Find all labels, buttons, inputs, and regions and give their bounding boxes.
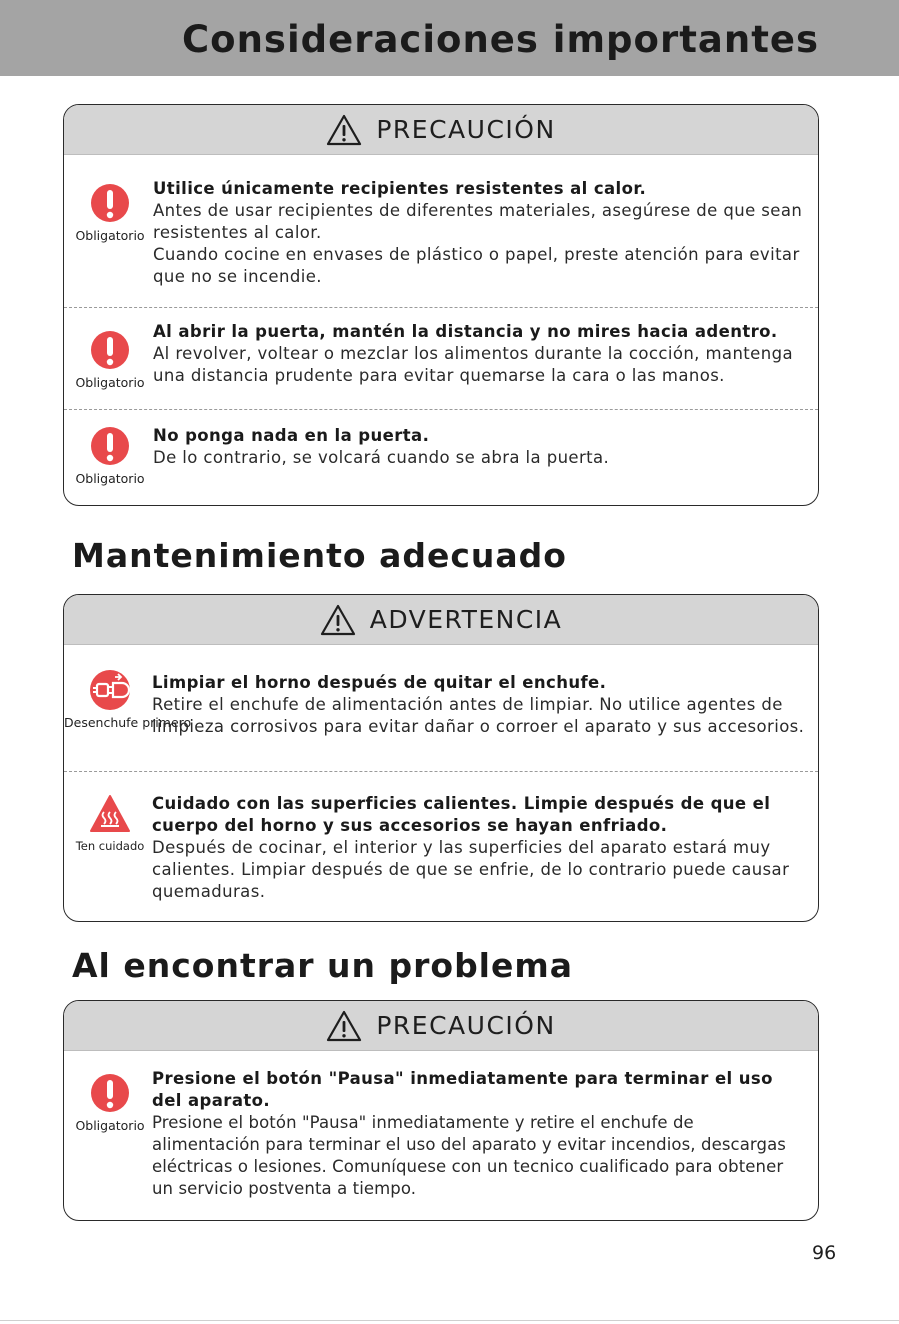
mandatory-icon: [90, 183, 130, 223]
top-banner: [0, 0, 899, 76]
item-text: Retire el enchufe de alimentación antes de limpiar. No utilice agentes de limpieza corrosivos para evitar dañar o corroer el aparato y sus accesorios.: [152, 695, 805, 736]
mandatory-badge: [64, 330, 156, 389]
list-item: [64, 645, 818, 771]
item-text: Antes de usar recipientes de diferentes materiales, asegúrese de que sean resistentes al calor.: [153, 201, 803, 242]
item-text: Al revolver, voltear o mezclar los alimentos durante la cocción, mantenga una distancia prudente para evitar quemarse la cara o las manos.: [153, 344, 793, 385]
section-title-problem: Al encontrar un problema: [72, 946, 574, 985]
warning-panel: [63, 594, 819, 922]
hot-surface-badge: [64, 794, 156, 853]
warning-triangle-icon: [326, 1010, 362, 1042]
section-title-maintenance: Mantenimiento adecuado: [72, 536, 567, 575]
badge-caption: Obligatorio: [75, 228, 145, 243]
mandatory-badge: [64, 183, 156, 242]
list-item: [64, 771, 818, 921]
caution-panel-2: [63, 1000, 819, 1221]
list-item: [64, 1051, 818, 1221]
panel-label: PRECAUCIÓN: [376, 115, 556, 144]
mandatory-badge: [64, 426, 156, 485]
badge-caption: Obligatorio: [75, 375, 145, 390]
mandatory-icon: [90, 330, 130, 370]
badge-caption: Obligatorio: [75, 1118, 145, 1133]
list-item: [64, 409, 818, 503]
item-text: Presione el botón "Pausa" inmediatamente y retire el enchufe de alimentación para terminar el uso del aparato y evitar incendios, descargas eléctricas o lesiones. Comuníquese con un tecnico cualificado para obtener un servicio postventa a tiempo.: [152, 1113, 786, 1198]
item-text: De lo contrario, se volcará cuando se abra la puerta.: [153, 448, 610, 467]
mandatory-icon: [90, 1073, 130, 1113]
warning-triangle-icon: [326, 114, 362, 146]
list-item: [64, 307, 818, 409]
item-heading: Presione el botón "Pausa" inmediatamente para terminar el uso del aparato.: [152, 1069, 773, 1110]
unplug-badge: [64, 669, 192, 730]
badge-caption: Obligatorio: [75, 471, 145, 486]
panel-header: [64, 105, 818, 155]
item-heading: Al abrir la puerta, mantén la distancia y no mires hacia adentro.: [153, 322, 778, 341]
page-title: Consideraciones importantes: [182, 18, 819, 61]
panel-label: PRECAUCIÓN: [376, 1011, 556, 1040]
page-number: 96: [812, 1242, 837, 1264]
warning-triangle-icon: [320, 604, 356, 636]
bottom-rule: [0, 1320, 899, 1321]
item-text: Después de cocinar, el interior y las superficies del aparato estará muy calientes. Limpiar después de que se enfrie, de lo contrario puede causar quemaduras.: [152, 838, 790, 901]
item-text: Cuando cocine en envases de plástico o papel, preste atención para evitar que no se incendie.: [153, 245, 800, 286]
list-item: [64, 155, 818, 307]
panel-header: [64, 1001, 818, 1051]
item-heading: No ponga nada en la puerta.: [153, 426, 430, 445]
mandatory-icon: [90, 426, 130, 466]
panel-label: ADVERTENCIA: [369, 605, 563, 634]
unplug-icon: [89, 669, 131, 711]
item-heading: Limpiar el horno después de quitar el enchufe.: [152, 673, 607, 692]
item-heading: Cuidado con las superficies calientes. Limpie después de que el cuerpo del horno y sus accesorios se hayan enfriado.: [152, 794, 771, 835]
badge-caption: Ten cuidado: [75, 839, 145, 853]
panel-header: [64, 595, 818, 645]
hot-surface-icon: [89, 794, 131, 834]
caution-panel-1: [63, 104, 819, 506]
mandatory-badge: [64, 1073, 156, 1132]
item-heading: Utilice únicamente recipientes resistentes al calor.: [153, 179, 647, 198]
badge-caption: Desenchufe primero: [64, 715, 192, 730]
